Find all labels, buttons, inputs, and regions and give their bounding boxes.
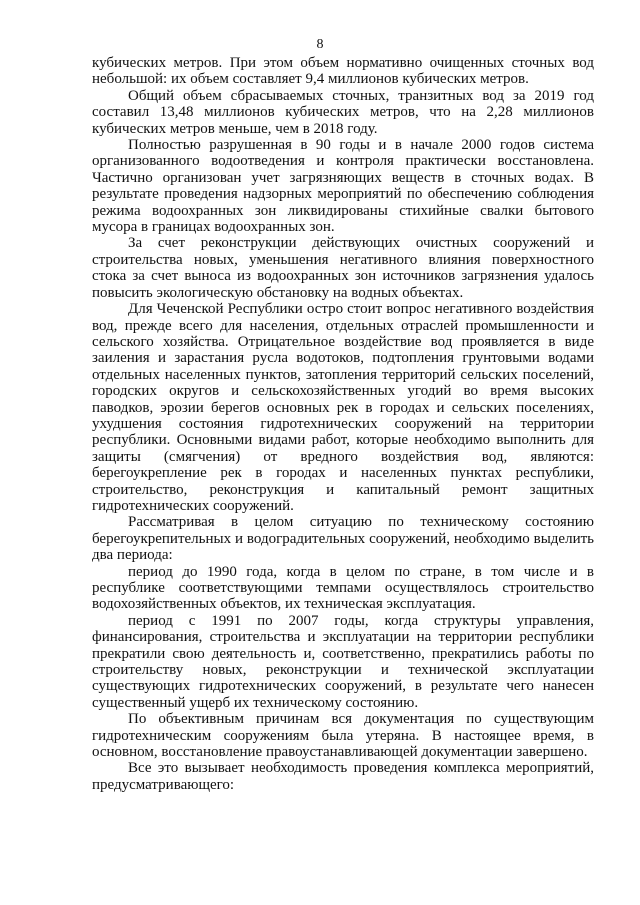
paragraph-documentation: По объективным причинам вся документация по существующим гидротехническим сооружениям была утеряна. В настоящее время, в основном, восстановление правоустанавливающей документации завершено. — [92, 711, 594, 761]
paragraph-period-before-1990: период до 1990 года, когда в целом по стране, в том числе и в республике соответствующими темпами осуществлялось строительство водохозяйственных объектов, их техническая эксплуатация. — [92, 563, 594, 613]
paragraph-continuation: кубических метров. При этом объем нормативно очищенных сточных вод небольшой: их объем составляет 9,4 миллионов кубических метров. — [92, 55, 594, 88]
paragraph-drainage-system: Полностью разрушенная в 90 годы и в начале 2000 годов система организованного водоотведения и контроля практически восстановлена. Частично организован учет загрязняющих веществ в сточных водах. В результате проведения надзорных мероприятий по обеспечению соблюдения режима водоохранных зон ликвидированы стихийные свалки бытового мусора в границах водоохранных зон. — [92, 137, 594, 236]
paragraph-negative-impact: Для Чеченской Республики остро стоит вопрос негативного воздействия вод, прежде всего для населения, отдельных отраслей промышленности и сельского хозяйства. Отрицательное воздействие вод проявляется в виде заиления и зарастания русла водотоков, подтопления грунтовыми водами отдельных населенных пунктов, затопления территорий сельских поселений, городских округов и сельскохозяйственных угодий во время высоких паводков, эрозии берегов основных рек в городах и сельских поселениях, ухудшения состояния гидротехнических сооружений на территории республики. Основными видами работ, которые необходимо выполнить для защиты (смягчения) от вредного воздействия вод, являются: берегоукрепление рек в городах и населенных пунктах республики, строительство, реконструкция и капитальный ремонт защитных гидротехнических сооружений. — [92, 301, 594, 514]
paragraph-period-1991-2007: период с 1991 по 2007 годы, когда структуры управления, финансирования, строительства и эксплуатации на территории республики прекратили свою деятельность и, соответственно, прекратились работы по строительству новых, реконструкции и технической эксплуатации существующих гидротехнических сооружений, в результате чего нанесен существенный ущерб их техническому состоянию. — [92, 612, 594, 711]
paragraph-measures: Все это вызывает необходимость проведения комплекса мероприятий, предусматривающего: — [92, 760, 594, 793]
document-body — [92, 55, 594, 793]
paragraph-two-periods: Рассматривая в целом ситуацию по техническому состоянию берегоукрепительных и водоградительных сооружений, необходимо выделить два периода: — [92, 514, 594, 564]
page-number: 8 — [316, 37, 324, 52]
paragraph-reconstruction: За счет реконструкции действующих очистных сооружений и строительства новых, уменьшения негативного влияния поверхностного стока за счет выноса из водоохранных зон источников загрязнения удалось повысить экологическую обстановку на водных объектах. — [92, 235, 594, 301]
paragraph-wastewater-volume: Общий объем сбрасываемых сточных, транзитных вод за 2019 год составил 13,48 миллионов кубических метров, что на 2,28 миллионов кубических метров меньше, чем в 2018 году. — [92, 87, 594, 137]
